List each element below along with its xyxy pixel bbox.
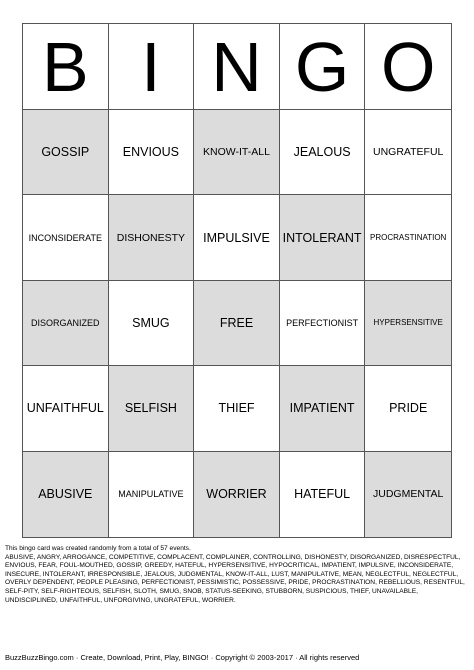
bingo-cell: INCONSIDERATE — [23, 195, 109, 280]
bingo-cell: MANIPULATIVE — [109, 452, 195, 537]
header-letter-i: I — [109, 24, 195, 109]
bingo-cell: IMPULSIVE — [194, 195, 280, 280]
header-letter-b: B — [23, 24, 109, 109]
bingo-cell: DISHONESTY — [109, 195, 195, 280]
bingo-cell: DISORGANIZED — [23, 281, 109, 366]
card-note — [5, 545, 469, 605]
bingo-cell: JUDGMENTAL — [365, 452, 451, 537]
bingo-cell: INTOLERANT — [280, 195, 366, 280]
bingo-header — [23, 24, 451, 110]
bingo-card — [22, 23, 452, 538]
header-letter-o: O — [380, 27, 436, 106]
bingo-cell: PRIDE — [365, 366, 451, 451]
bingo-cell: JEALOUS — [280, 110, 366, 195]
bingo-cell: IMPATIENT — [280, 366, 366, 451]
bingo-cell: THIEF — [194, 366, 280, 451]
bingo-cell: WORRIER — [194, 452, 280, 537]
bingo-cell: UNFAITHFUL — [23, 366, 109, 451]
bingo-cell: FREE — [194, 281, 280, 366]
bingo-cell: SMUG — [109, 281, 195, 366]
bingo-cell: SELFISH — [109, 366, 195, 451]
bingo-cell: ENVIOUS — [109, 110, 195, 195]
bingo-grid — [23, 110, 451, 537]
bingo-cell: GOSSIP — [23, 110, 109, 195]
note-intro: This bingo card was created randomly from a total of 57 events. — [5, 545, 191, 552]
bingo-cell: KNOW-IT-ALL — [194, 110, 280, 195]
bingo-cell: PERFECTIONIST — [280, 281, 366, 366]
note-events-list: ABUSIVE, ANGRY, ARROGANCE, COMPETITIVE, COMPLACENT, COMPLAINER, CONTROLLING, DISHONESTY, DISORGANIZED, DISRESPECTFUL, ENVIOUS, FEAR, FOUL-MOUTHED, GOSSIP, GREEDY, HATEFUL, HYPERSENSITIVE, HYPOCRITICAL, IMPATIENT, IMPULSIVE, INCONSIDERATE, INSECURE, INTOLERANT, IRRESPONSIBLE, JEALOUS, JUDGMENTAL, KNOW-IT-ALL, LUST, MANIPULATIVE, MEAN, NEGLECTFUL, NEGLECTFUL, OVERLY DEPENDENT, PEOPLE PLEASING, PERFECTIONIST, PESSIMISTIC, POSSESSIVE, PRIDE, PROCRASTINATION, REBELLIOUS, RESENTFUL, SELF-PITY, SELF-RIGHTEOUS, SELFISH, SLOTH, SMUG, SNOB, STATUS-SEEKING, STUBBORN, SUSPICIOUS, THIEF, UNAVAILABLE, UNDISCIPLINED, UNFAITHFUL, UNFORGIVING, UNGRATEFUL, WORRIER. — [5, 553, 465, 604]
bingo-cell: PROCRASTINATION — [365, 195, 451, 280]
header-letter-n: N — [194, 24, 280, 109]
header-letter-g: G — [280, 24, 366, 109]
bingo-cell: HYPERSENSITIVE — [365, 281, 451, 366]
footer-copyright: BuzzBuzzBingo.com · Create, Download, Print, Play, BINGO! · Copyright © 2003-2017 · All rights reserved — [5, 653, 360, 662]
bingo-cell: UNGRATEFUL — [365, 110, 451, 195]
bingo-cell: HATEFUL — [280, 452, 366, 537]
bingo-cell: ABUSIVE — [23, 452, 109, 537]
